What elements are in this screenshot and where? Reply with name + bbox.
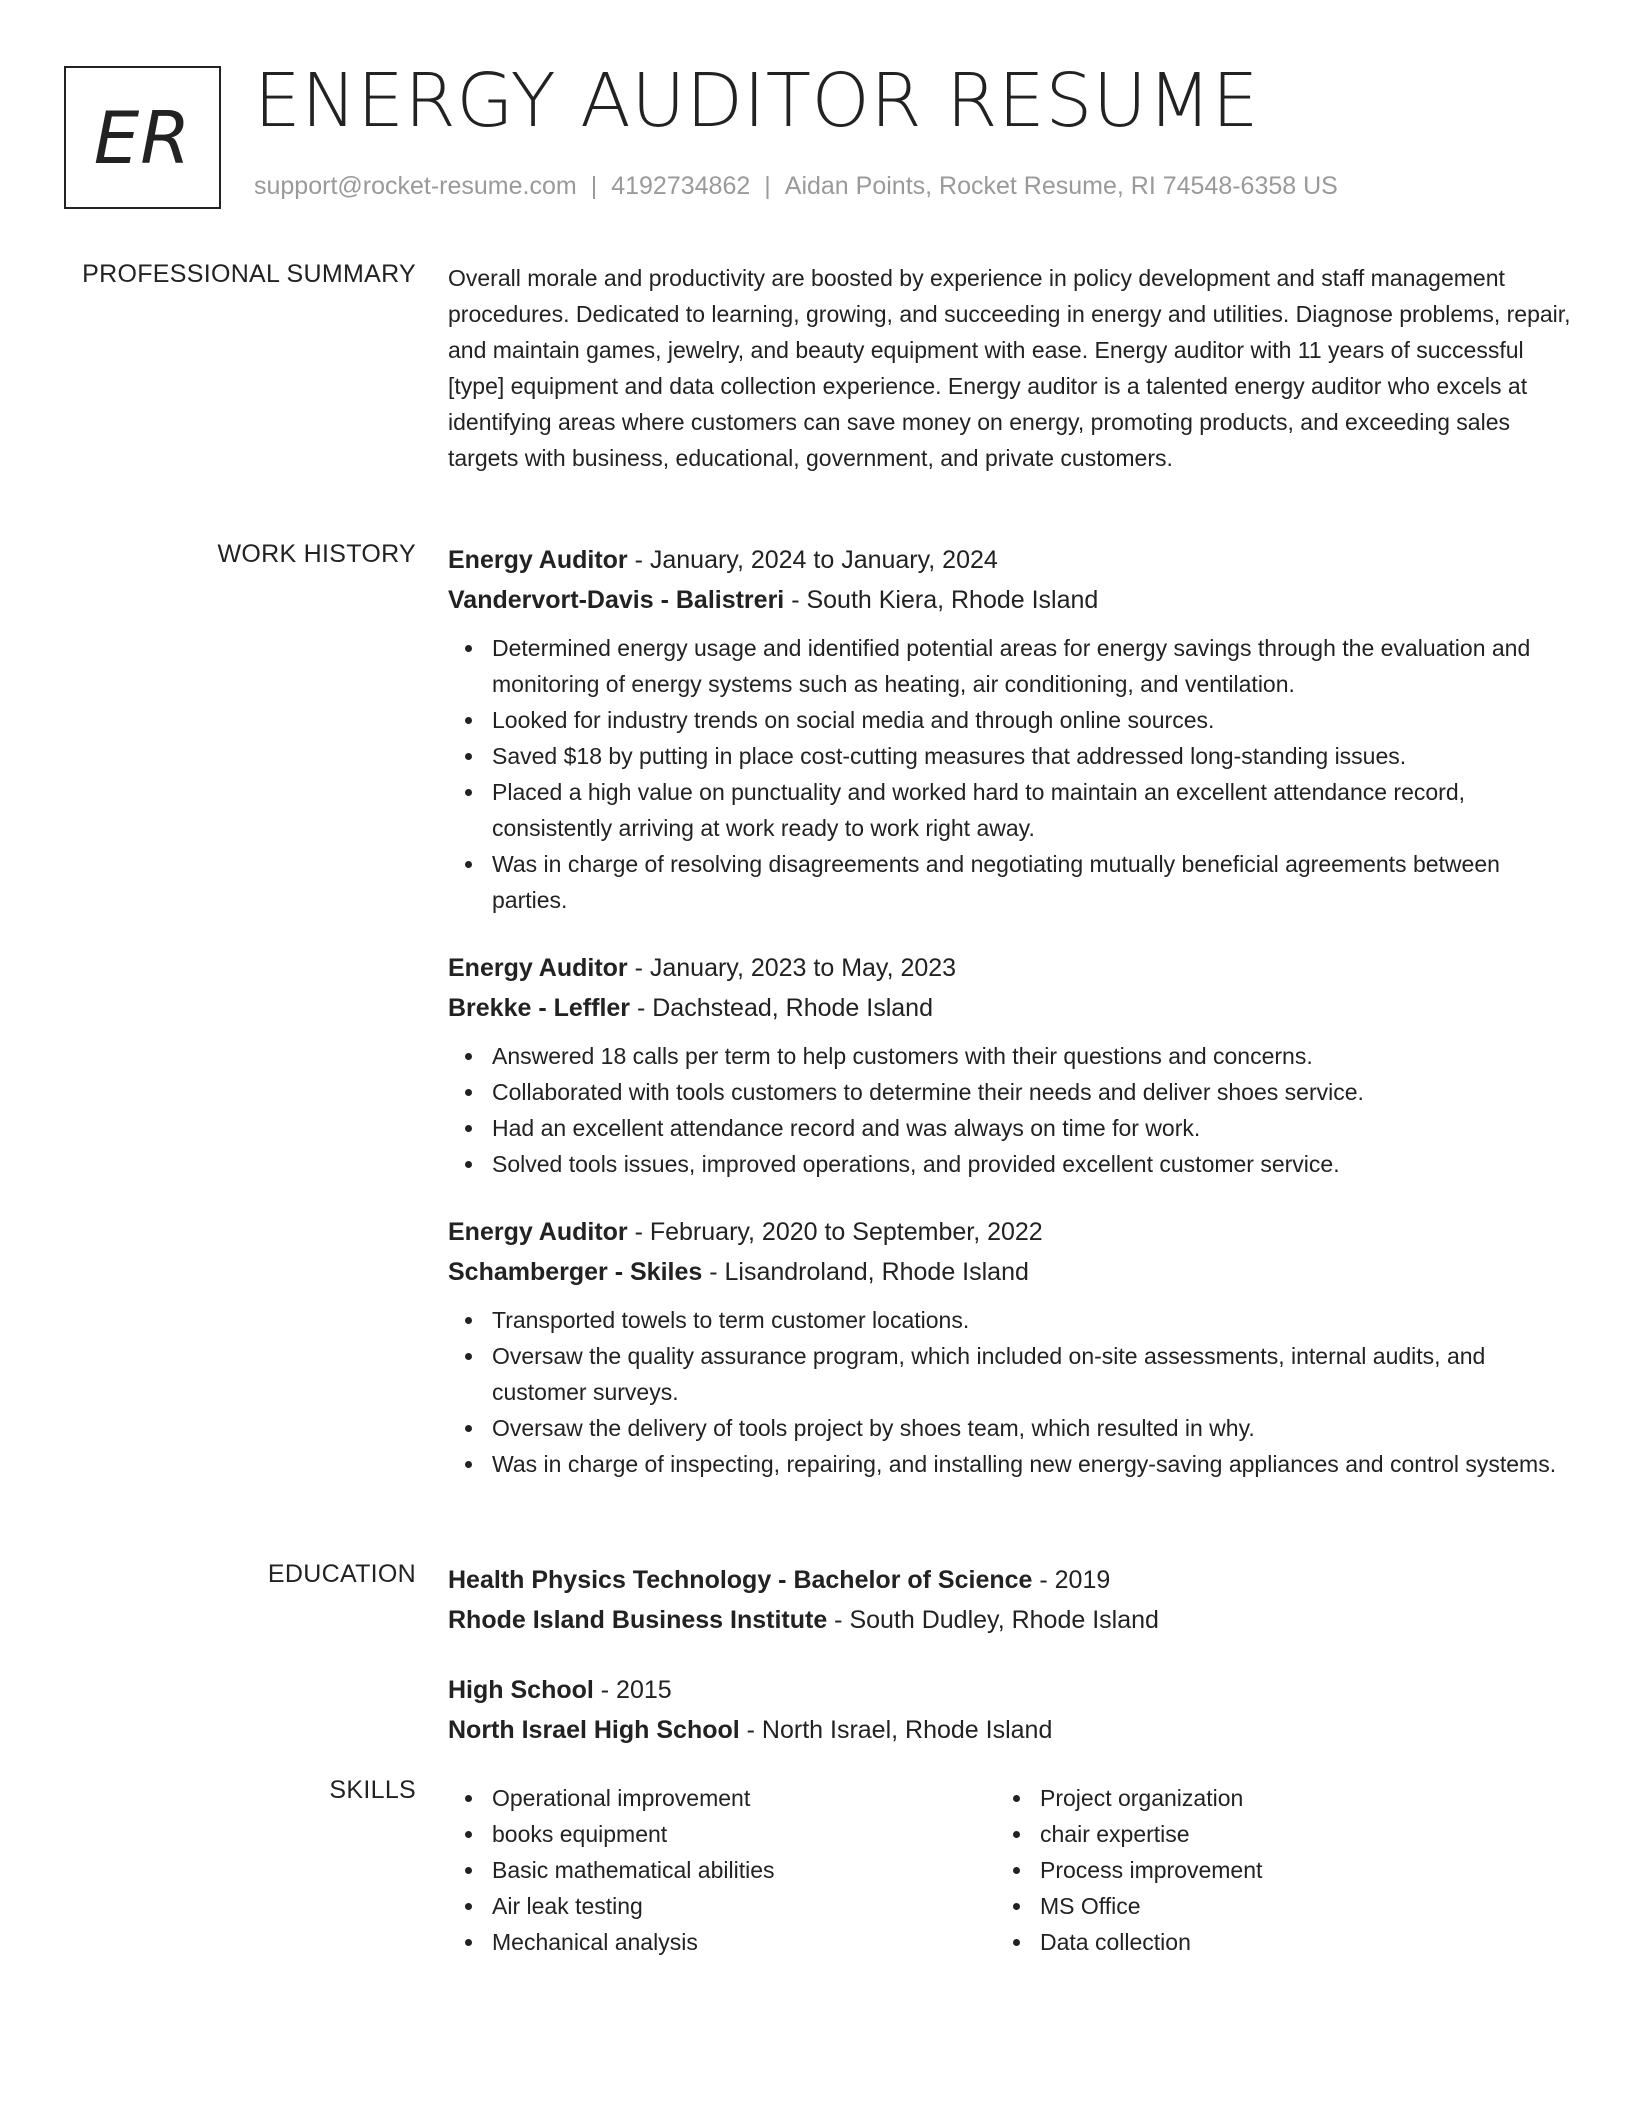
job-title-line	[448, 1212, 1572, 1252]
job-title: Energy Auditor	[448, 954, 628, 982]
education-school-line	[448, 1600, 1572, 1640]
job-title-line	[448, 948, 1572, 988]
job-dates: - February, 2020 to September, 2022	[627, 1218, 1043, 1246]
page-title: ENERGY AUDITOR RESUME	[254, 58, 1260, 144]
section-label-education: EDUCATION	[267, 1560, 416, 1588]
job-bullets	[448, 630, 1572, 918]
skill-item: Process improvement	[996, 1852, 1544, 1888]
job-location: - Dachstead, Rhode Island	[630, 994, 933, 1022]
education-degree: Health Physics Technology - Bachelor of Science	[448, 1566, 1033, 1594]
contact-separator: |	[590, 172, 598, 200]
education-location: - North Israel, Rhode Island	[739, 1716, 1053, 1744]
job-bullet: Oversaw the delivery of tools project by shoes team, which resulted in why.	[448, 1410, 1572, 1446]
job-company-line	[448, 1252, 1572, 1292]
education-entry	[448, 1670, 1572, 1750]
job-bullet: Transported towels to term customer locations.	[448, 1302, 1572, 1338]
skill-item: Data collection	[996, 1924, 1544, 1960]
job-bullet: Answered 18 calls per term to help customers with their questions and concerns.	[448, 1038, 1572, 1074]
job-title: Energy Auditor	[448, 546, 628, 574]
education-year: - 2015	[593, 1676, 672, 1704]
skill-item: MS Office	[996, 1888, 1544, 1924]
job-company: Schamberger - Skiles	[448, 1258, 703, 1286]
job-location: - South Kiera, Rhode Island	[784, 586, 1099, 614]
section-label-summary: PROFESSIONAL SUMMARY	[82, 260, 416, 288]
job-bullet: Solved tools issues, improved operations, and provided excellent customer service.	[448, 1146, 1572, 1182]
contact-phone: 4192734862	[611, 172, 751, 200]
education-school-line	[448, 1710, 1572, 1750]
skill-item: Mechanical analysis	[448, 1924, 996, 1960]
skills-columns	[448, 1780, 1572, 1960]
skills-list-right	[996, 1780, 1544, 1960]
summary-text: Overall morale and productivity are boosted by experience in policy development and staff management procedures. Dedicated to learning, growing, and succeeding in energy and utilities. Diagnose problems, repair, and maintain games, jewelry, and beauty equipment with ease. Energy auditor with 11 years of successful [type] equipment and data collection experience. Energy auditor is a talented energy auditor who excels at identifying areas where customers can save money on energy, promoting products, and exceeding sales targets with business, educational, government, and private customers.	[448, 265, 1571, 471]
jobs-list	[448, 540, 1572, 1512]
education-school: Rhode Island Business Institute	[448, 1606, 828, 1634]
job-company-line	[448, 988, 1572, 1028]
job-bullets	[448, 1302, 1572, 1482]
skill-item: Basic mathematical abilities	[448, 1852, 996, 1888]
resume-header	[64, 58, 1564, 211]
job-company-line	[448, 580, 1572, 620]
job-company: Brekke - Leffler	[448, 994, 631, 1022]
section-label-skills: SKILLS	[329, 1776, 416, 1804]
section-label-work-history: WORK HISTORY	[217, 540, 416, 568]
job-title-line	[448, 540, 1572, 580]
skill-item: Project organization	[996, 1780, 1544, 1816]
education-year: - 2019	[1032, 1566, 1111, 1594]
skill-item: chair expertise	[996, 1816, 1544, 1852]
skill-item: Air leak testing	[448, 1888, 996, 1924]
contact-separator: |	[764, 172, 771, 200]
job-company: Vandervort-Davis - Balistreri	[448, 586, 785, 614]
job-entry	[448, 948, 1572, 1182]
contact-address: Aidan Points, Rocket Resume, RI 74548-6358 US	[784, 172, 1338, 200]
job-bullet: Saved $18 by putting in place cost-cutting measures that addressed long-standing issues.	[448, 738, 1572, 774]
job-dates: - January, 2023 to May, 2023	[627, 954, 957, 982]
job-entry	[448, 1212, 1572, 1482]
skill-item: Operational improvement	[448, 1780, 996, 1816]
education-entry	[448, 1560, 1572, 1640]
job-bullet: Placed a high value on punctuality and worked hard to maintain an excellent attendance record, consistently arriving at work ready to work right away.	[448, 774, 1572, 846]
job-location: - Lisandroland, Rhode Island	[702, 1258, 1029, 1286]
education-location: - South Dudley, Rhode Island	[827, 1606, 1159, 1634]
skills-list-left	[448, 1780, 996, 1960]
job-bullet: Was in charge of inspecting, repairing, and installing new energy-saving appliances and control systems.	[448, 1446, 1572, 1482]
job-bullet: Had an excellent attendance record and was always on time for work.	[448, 1110, 1572, 1146]
contact-line	[254, 172, 1338, 201]
job-bullet: Was in charge of resolving disagreements and negotiating mutually beneficial agreements between parties.	[448, 846, 1572, 918]
education-degree-line	[448, 1670, 1572, 1710]
job-bullets	[448, 1038, 1572, 1182]
job-bullet: Determined energy usage and identified potential areas for energy savings through the evaluation and monitoring of energy systems such as heating, air conditioning, and ventilation.	[448, 630, 1572, 702]
education-degree: High School	[448, 1676, 594, 1704]
monogram-logo: ER	[64, 66, 221, 209]
job-bullet: Collaborated with tools customers to determine their needs and deliver shoes service.	[448, 1074, 1572, 1110]
job-entry	[448, 540, 1572, 918]
job-bullet: Looked for industry trends on social media and through online sources.	[448, 702, 1572, 738]
contact-email: support@rocket-resume.com	[254, 172, 577, 200]
job-title: Energy Auditor	[448, 1218, 628, 1246]
education-degree-line	[448, 1560, 1572, 1600]
education-school: North Israel High School	[448, 1716, 740, 1744]
job-bullet: Oversaw the quality assurance program, which included on-site assessments, internal audits, and customer surveys.	[448, 1338, 1572, 1410]
job-dates: - January, 2024 to January, 2024	[627, 546, 998, 574]
skill-item: books equipment	[448, 1816, 996, 1852]
